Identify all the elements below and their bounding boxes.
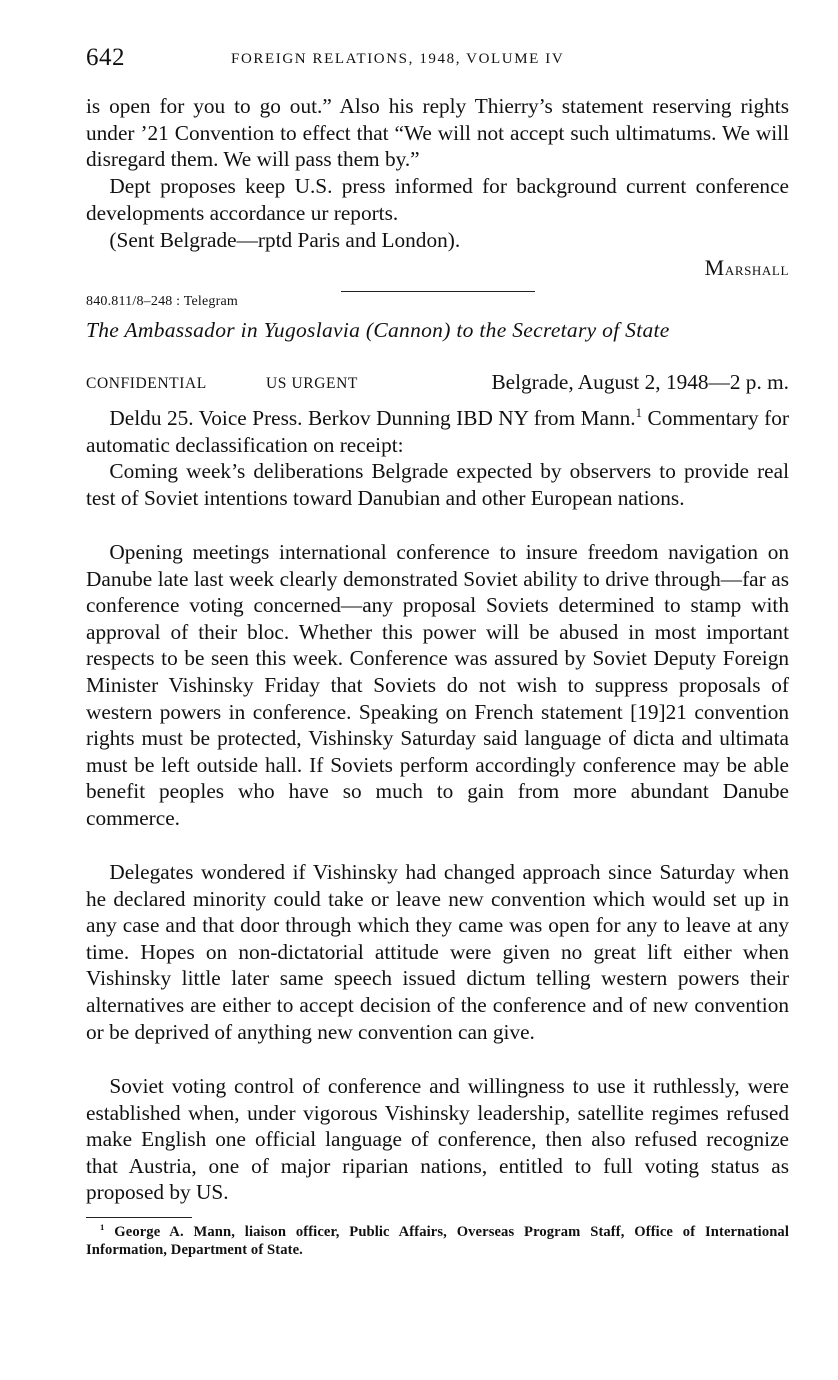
priority: US URGENT — [266, 375, 358, 392]
telegram-meta — [86, 370, 789, 398]
running-title: FOREIGN RELATIONS, 1948, VOLUME IV — [231, 51, 565, 67]
deldu-text: Deldu 25. Voice Press. Berkov Dunning IBD NY from Mann. — [109, 406, 636, 430]
footnote-rule — [86, 1217, 192, 1218]
footnote-ref: 1 — [635, 405, 643, 420]
footnote-marker: 1 — [100, 1222, 105, 1233]
place-date: Belgrade, August 2, 1948—2 p. m. — [491, 370, 789, 394]
signature: Marshall — [704, 255, 789, 280]
paragraph-voting-control: Soviet voting control of conference and willingness to use it ruthlessly, were established when, under vigorous Vishinsky leadership, satellite regimes refused make English one official language of conference, then also refused recognize that Austria, one of major riparian nations, entitled to full voting status as proposed by US. — [86, 1074, 789, 1205]
paragraph-opening-meetings: Opening meetings international conference to insure freedom navigation on Danube late last week clearly demonstrated Soviet ability to drive through—far as conference voting concerned—any proposal Soviets determined to stamp with approval of their bloc. Whether this power will be abused in most important respects to be seen this week. Conference was assured by Soviet Deputy Foreign Minister Vishinsky Friday that Soviets do not wish to suppress proposals of western powers in conference. Speaking on French statement [19]21 convention rights must be protected, Vishinsky Saturday said language of dicta and ultimata must be left outside hall. If Soviets perform accordingly conference may be able benefit peoples who have so much to gain from more abundant Danube commerce. — [86, 540, 789, 830]
file-number: 840.811/8–248 : Telegram — [86, 294, 238, 309]
paragraph-delegates: Delegates wondered if Vishinsky had changed approach since Saturday when he declared minority could take or leave new convention which would set up in any case and that door through which they came was open for any to leave at any time. Hopes on non-dictatorial attitude were given no great lift either when Vishinsky little later same speech issued dictum telling western powers their alternatives are either to accept decision of the conference and of new convention or be deprived of anything new convention can give. — [86, 860, 789, 1044]
paragraph-press: Dept proposes keep U.S. press informed for background current conference developments accordance ur reports. — [86, 174, 789, 225]
page-number: 642 — [86, 44, 125, 71]
classification: CONFIDENTIAL — [86, 375, 207, 392]
footnote — [86, 1223, 789, 1259]
section-divider — [341, 291, 535, 292]
paragraph-sent: (Sent Belgrade—rptd Paris and London). — [109, 228, 461, 252]
paragraph-coming-week: Coming week’s deliberations Belgrade expected by observers to provide real test of Soviet intentions toward Danubian and other European nations. — [86, 459, 789, 510]
paragraph-deldu — [86, 405, 789, 458]
page-header — [86, 42, 789, 76]
paragraph-continued: is open for you to go out.” Also his reply Thierry’s statement reserving rights under ’21 Convention to effect that “We will not accept such ultimatums. We will disregard them. We will pass them by.” — [86, 94, 789, 172]
deldu-continued: Commentary for automatic declassification on receipt: — [86, 406, 789, 457]
footnote-text: George A. Mann, liaison officer, Public Affairs, Overseas Program Staff, Office of International Information, Department of State. — [86, 1224, 789, 1258]
document-heading: The Ambassador in Yugoslavia (Cannon) to the Secretary of State — [86, 318, 670, 342]
